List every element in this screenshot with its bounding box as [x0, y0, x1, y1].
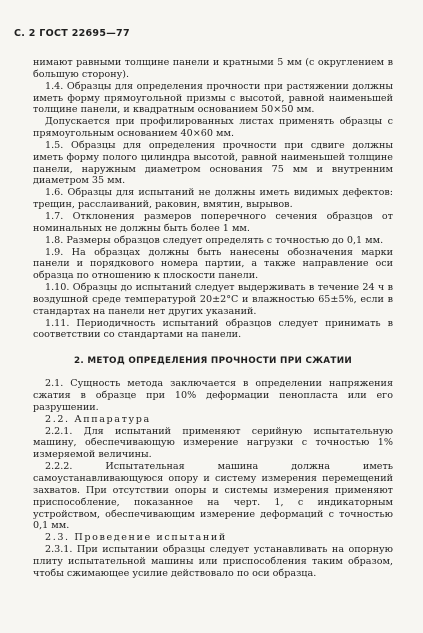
- paragraph-1-5: 1.5. Образцы для определения прочности при сдвиге должны иметь форму полого цилиндра высотой, равной наименьшей толщине панели, наружным диаметром основания 75 мм и внутренним диаметром 35 мм.: [33, 139, 393, 187]
- paragraph-1-6: 1.6. Образцы для испытаний не должны иметь видимых дефектов: трещин, расслаиваний, раковин, вмятин, вырывов.: [33, 187, 393, 211]
- page-header: С. 2 ГОСТ 22695—77: [14, 28, 130, 39]
- document-body: [33, 57, 393, 580]
- heading-2-2: 2.2. Аппаратура: [45, 413, 151, 425]
- paragraph-1-11: 1.11. Периодичность испытаний образцов следует принимать в соответствии со стандартами на панели.: [33, 317, 393, 341]
- section-title: 2. МЕТОД ОПРЕДЕЛЕНИЯ ПРОЧНОСТИ ПРИ СЖАТИИ: [73, 356, 353, 367]
- paragraph-2-2-1: 2.2.1. Для испытаний применяют серийную испытательную машину, обеспечивающую измерение нагрузки с точностью 1% измеряемой величины.: [33, 425, 393, 461]
- paragraph-2-2-2: 2.2.2. Испытательная машина должна иметь самоустанавливающуюся опору и систему измерения перемещений захватов. При отсутствии опоры и системы измерения применяют приспособление, показанное на черт. 1, с индикаторным устройством, обеспечивающим измерение деформаций с точностью 0,1 мм.: [33, 461, 393, 532]
- paragraph-continuation: нимают равными толщине панели и кратными 5 мм (с округлением в большую сторону).: [33, 57, 393, 80]
- paragraph-1-7: 1.7. Отклонения размеров поперечного сечения образцов от номинальных не должны быть более 1 мм.: [33, 210, 393, 234]
- paragraph-1-8: 1.8. Размеры образцов следует определять с точностью до 0,1 мм.: [45, 234, 384, 246]
- paragraph-1-9: 1.9. На образцах должны быть нанесены обозначения марки панели и порядкового номера партии, а также направление оси образца по отношению к плоскости панели.: [33, 246, 393, 282]
- paragraph-1-4-addendum: Допускается при профилированных листах применять образцы с прямоугольным основанием 40×60 мм.: [33, 116, 393, 140]
- paragraph-1-4: 1.4. Образцы для определения прочности при растяжении должны иметь форму прямоугольной призмы с высотой, равной наименьшей толщине панели, и квадратным основанием 50×50 мм.: [33, 80, 393, 116]
- paragraph-2-1: 2.1. Сущность метода заключается в определении напряжения сжатия в образце при 10% деформации пенопласта или его разрушении.: [33, 378, 393, 413]
- heading-2-3: 2.3. Проведение испытаний: [45, 532, 227, 544]
- paragraph-1-10: 1.10. Образцы до испытаний следует выдерживать в течение 24 ч в воздушной среде температурой 20±2°С и влажностью 65±5%, если в стандартах на панели нет других указаний.: [33, 282, 393, 317]
- paragraph-2-3-1: 2.3.1. При испытании образцы следует устанавливать на опорную плиту испытательной машины или приспособления таким образом, чтобы сжимающее усилие действовало по оси образца.: [33, 544, 393, 579]
